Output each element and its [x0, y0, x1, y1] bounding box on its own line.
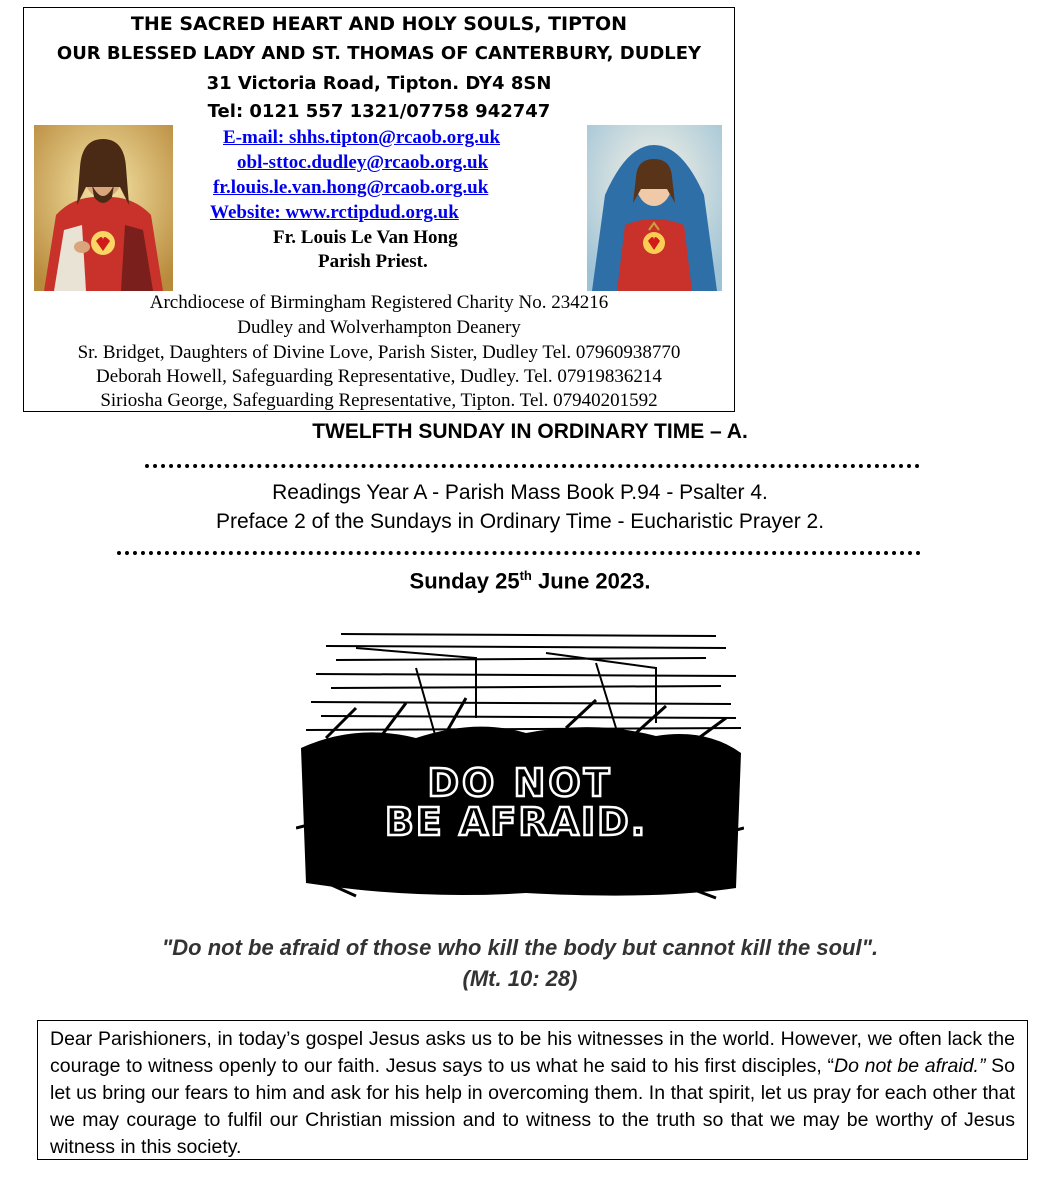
message-text-start: Dear Parishioners, in today’s gospel Jesus asks us to be his witnesses in the world. However, we often lack the courage to witness openly to our faith. Jesus says to us what he said to his first disciples, “ [50, 1028, 1015, 1077]
charity-number: Archdiocese of Birmingham Registered Charity No. 234216 [149, 292, 609, 313]
email-link-priest[interactable]: fr.louis.le.van.hong@rcaob.org.uk [213, 177, 489, 198]
parish-header [23, 7, 735, 412]
priest-role: Parish Priest. [318, 251, 428, 272]
parish-name-tipton: THE SACRED HEART AND HOLY SOULS, TIPTON [130, 13, 628, 35]
mass-date [200, 568, 860, 594]
date-suffix: June 2023. [531, 568, 651, 594]
safeguarding-tipton-contact: Siriosha George, Safeguarding Representative, Tipton. Tel. 07940201592 [100, 390, 658, 411]
website-link[interactable]: Website: www.rctipdud.org.uk [210, 202, 459, 223]
parish-message [37, 1020, 1028, 1160]
safeguarding-dudley-contact: Deborah Howell, Safeguarding Representative, Dudley. Tel. 07919836214 [96, 366, 662, 387]
artwork-line-1: DO NOT [427, 761, 613, 805]
parish-name-dudley: OUR BLESSED LADY AND ST. THOMAS OF CANTERBURY, DUDLEY [56, 43, 702, 64]
do-not-be-afraid-artwork [296, 628, 744, 900]
sunday-title: TWELFTH SUNDAY IN ORDINARY TIME – A. [312, 420, 748, 443]
deanery-name: Dudley and Wolverhampton Deanery [237, 317, 521, 338]
email-link-tipton[interactable]: E-mail: shhs.tipton@rcaob.org.uk [223, 127, 501, 148]
readings-info: Readings Year A - Parish Mass Book P.94 - Psalter 4. [272, 481, 768, 504]
sacred-heart-jesus-image [34, 125, 173, 291]
date-ordinal-suffix: th [519, 568, 532, 583]
message-text-end: So let us bring our fears to him and ask for his help in overcoming them. In that spirit, let us pray for each other that we may courage to fulfil our Christian mission and to witness to the truth so that we may be worthy of Jesus witness in this society. [50, 1055, 1015, 1158]
parish-sister-contact: Sr. Bridget, Daughters of Divine Love, Parish Sister, Dudley Tel. 07960938770 [77, 342, 681, 363]
preface-info: Preface 2 of the Sundays in Ordinary Time - Eucharistic Prayer 2. [215, 510, 825, 533]
scripture-reference: (Mt. 10: 28) [462, 966, 578, 991]
dotted-divider-bottom [117, 551, 921, 555]
priest-name: Fr. Louis Le Van Hong [273, 227, 458, 248]
parish-address: 31 Victoria Road, Tipton. DY4 8SN [206, 73, 552, 94]
dotted-divider-top [145, 464, 920, 468]
artwork-line-2: BE AFRAID. [384, 800, 648, 844]
date-prefix: Sunday 25 [409, 568, 520, 594]
message-italic-quote: Do not be afraid.” [834, 1055, 986, 1077]
email-link-dudley[interactable]: obl-sttoc.dudley@rcaob.org.uk [237, 152, 489, 173]
parish-phone: Tel: 0121 557 1321/07758 942747 [207, 101, 551, 122]
scripture-quote: "Do not be afraid of those who kill the body but cannot kill the soul". [161, 935, 879, 960]
immaculate-heart-mary-image [587, 125, 722, 291]
